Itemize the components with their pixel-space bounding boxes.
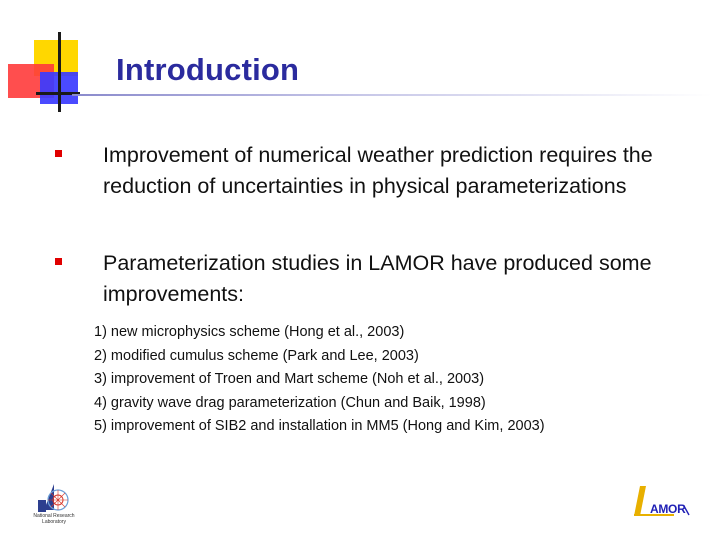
decorative-corner-logo <box>0 0 120 120</box>
square-bullet-icon <box>55 258 62 265</box>
list-item: 4) gravity wave drag parameterization (Chun and Baik, 1998) <box>94 394 486 411</box>
list-item: 1) new microphysics scheme (Hong et al., 2003) <box>94 324 405 340</box>
list-item: 5) improvement of SIB2 and installation in MM5 (Hong and Kim, 2003) <box>94 418 545 434</box>
lamor-label: AMOR <box>650 502 686 516</box>
numbered-list <box>94 321 694 439</box>
list-item: 3) improvement of Troen and Mart scheme (Noh et al., 2003) <box>94 371 485 387</box>
vertical-line <box>58 32 61 112</box>
list-item: 2) modified cumulus scheme (Park and Lee, 2003) <box>94 347 419 364</box>
title-underline <box>72 94 712 96</box>
bullet-text: Parameterization studies in LAMOR have produced some improvements: <box>103 251 652 306</box>
bullet-text: Improvement of numerical weather prediction requires the reduction of uncertainties in physical parameterizations <box>103 143 653 198</box>
lab-caption: National Research Laboratory <box>33 513 75 525</box>
square-bullet-icon <box>55 150 62 157</box>
slide-title: Introduction <box>116 52 300 87</box>
